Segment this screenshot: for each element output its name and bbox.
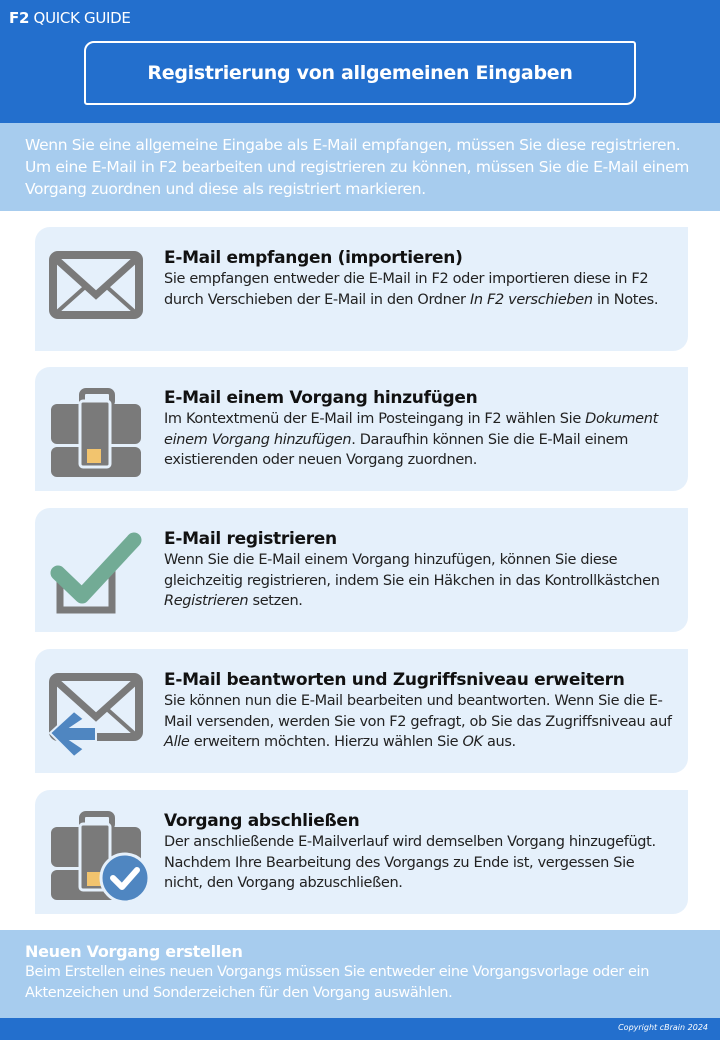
step-card-reply xyxy=(35,649,688,773)
step-text xyxy=(164,387,674,471)
step-description: Wenn Sie die E-Mail einem Vorgang hinzufügen, können Sie diese gleichzeitig registrieren, indem Sie ein Häkchen in das Kontrollkästchen Registrieren setzen. xyxy=(164,552,660,609)
step-title: E-Mail empfangen (importieren) xyxy=(164,248,463,268)
step-text xyxy=(164,669,674,753)
page-title: Registrierung von allgemeinen Eingaben xyxy=(147,62,573,84)
page-title-box xyxy=(84,41,636,105)
step-title: E-Mail registrieren xyxy=(164,529,337,549)
step-card-close-case xyxy=(35,790,688,914)
checkbox-check-icon xyxy=(48,528,144,618)
step-title: E-Mail einem Vorgang hinzufügen xyxy=(164,388,478,408)
step-text xyxy=(164,528,674,612)
envelope-icon xyxy=(48,247,144,337)
brand-label xyxy=(9,9,131,27)
step-description: Sie können nun die E-Mail bearbeiten und beantworten. Wenn Sie die E-Mail versenden, werden Sie von F2 gefragt, ob Sie das Zugriffsniveau auf Alle erweitern möchten. Hierzu wählen Sie OK aus. xyxy=(164,693,672,750)
envelope-reply-icon xyxy=(48,669,144,759)
step-description: Der anschließende E-Mailverlauf wird demselben Vorgang hinzugefügt. Nachdem Ihre Bearbeitung des Vorgangs zu Ende ist, vergessen Sie nicht, den Vorgang abzuschließen. xyxy=(164,834,656,891)
brand-rest: QUICK GUIDE xyxy=(29,9,131,27)
briefcase-icon xyxy=(48,387,144,477)
step-text xyxy=(164,810,674,894)
footer-bar xyxy=(0,1018,720,1040)
brand-bold: F2 xyxy=(9,9,30,27)
intro-text: Wenn Sie eine allgemeine Eingabe als E-Mail empfangen, müssen Sie diese registrieren. Um eine E-Mail in F2 bearbeiten und registrieren zu können, müssen Sie die E-Mail einem Vorgang zuordnen und diese als registriert markieren. xyxy=(25,136,690,198)
step-card-register xyxy=(35,508,688,632)
intro-panel xyxy=(0,123,720,211)
new-case-text: Beim Erstellen eines neuen Vorgangs müssen Sie entweder eine Vorgangsvorlage oder ein Aktenzeichen und Sonderzeichen für den Vorgang auswählen. xyxy=(25,964,649,1001)
copyright-text: Copyright cBrain 2024 xyxy=(618,1023,708,1032)
step-card-add-to-case xyxy=(35,367,688,491)
header-bar xyxy=(0,0,720,123)
step-description: Im Kontextmenü der E-Mail im Posteingang in F2 wählen Sie Dokument einem Vorgang hinzufügen. Daraufhin können Sie die E-Mail einem existierenden oder neuen Vorgang zuordnen. xyxy=(164,411,658,468)
new-case-title: Neuen Vorgang erstellen xyxy=(25,942,243,961)
step-title: E-Mail beantworten und Zugriffsniveau erweitern xyxy=(164,670,625,690)
new-case-panel xyxy=(0,930,720,1018)
step-title: Vorgang abschließen xyxy=(164,811,360,831)
step-description: Sie empfangen entweder die E-Mail in F2 oder importieren diese in F2 durch Verschieben der E-Mail in den Ordner In F2 verschieben in Notes. xyxy=(164,271,659,308)
step-card-receive xyxy=(35,227,688,351)
briefcase-check-icon xyxy=(48,810,144,900)
step-text xyxy=(164,247,674,310)
